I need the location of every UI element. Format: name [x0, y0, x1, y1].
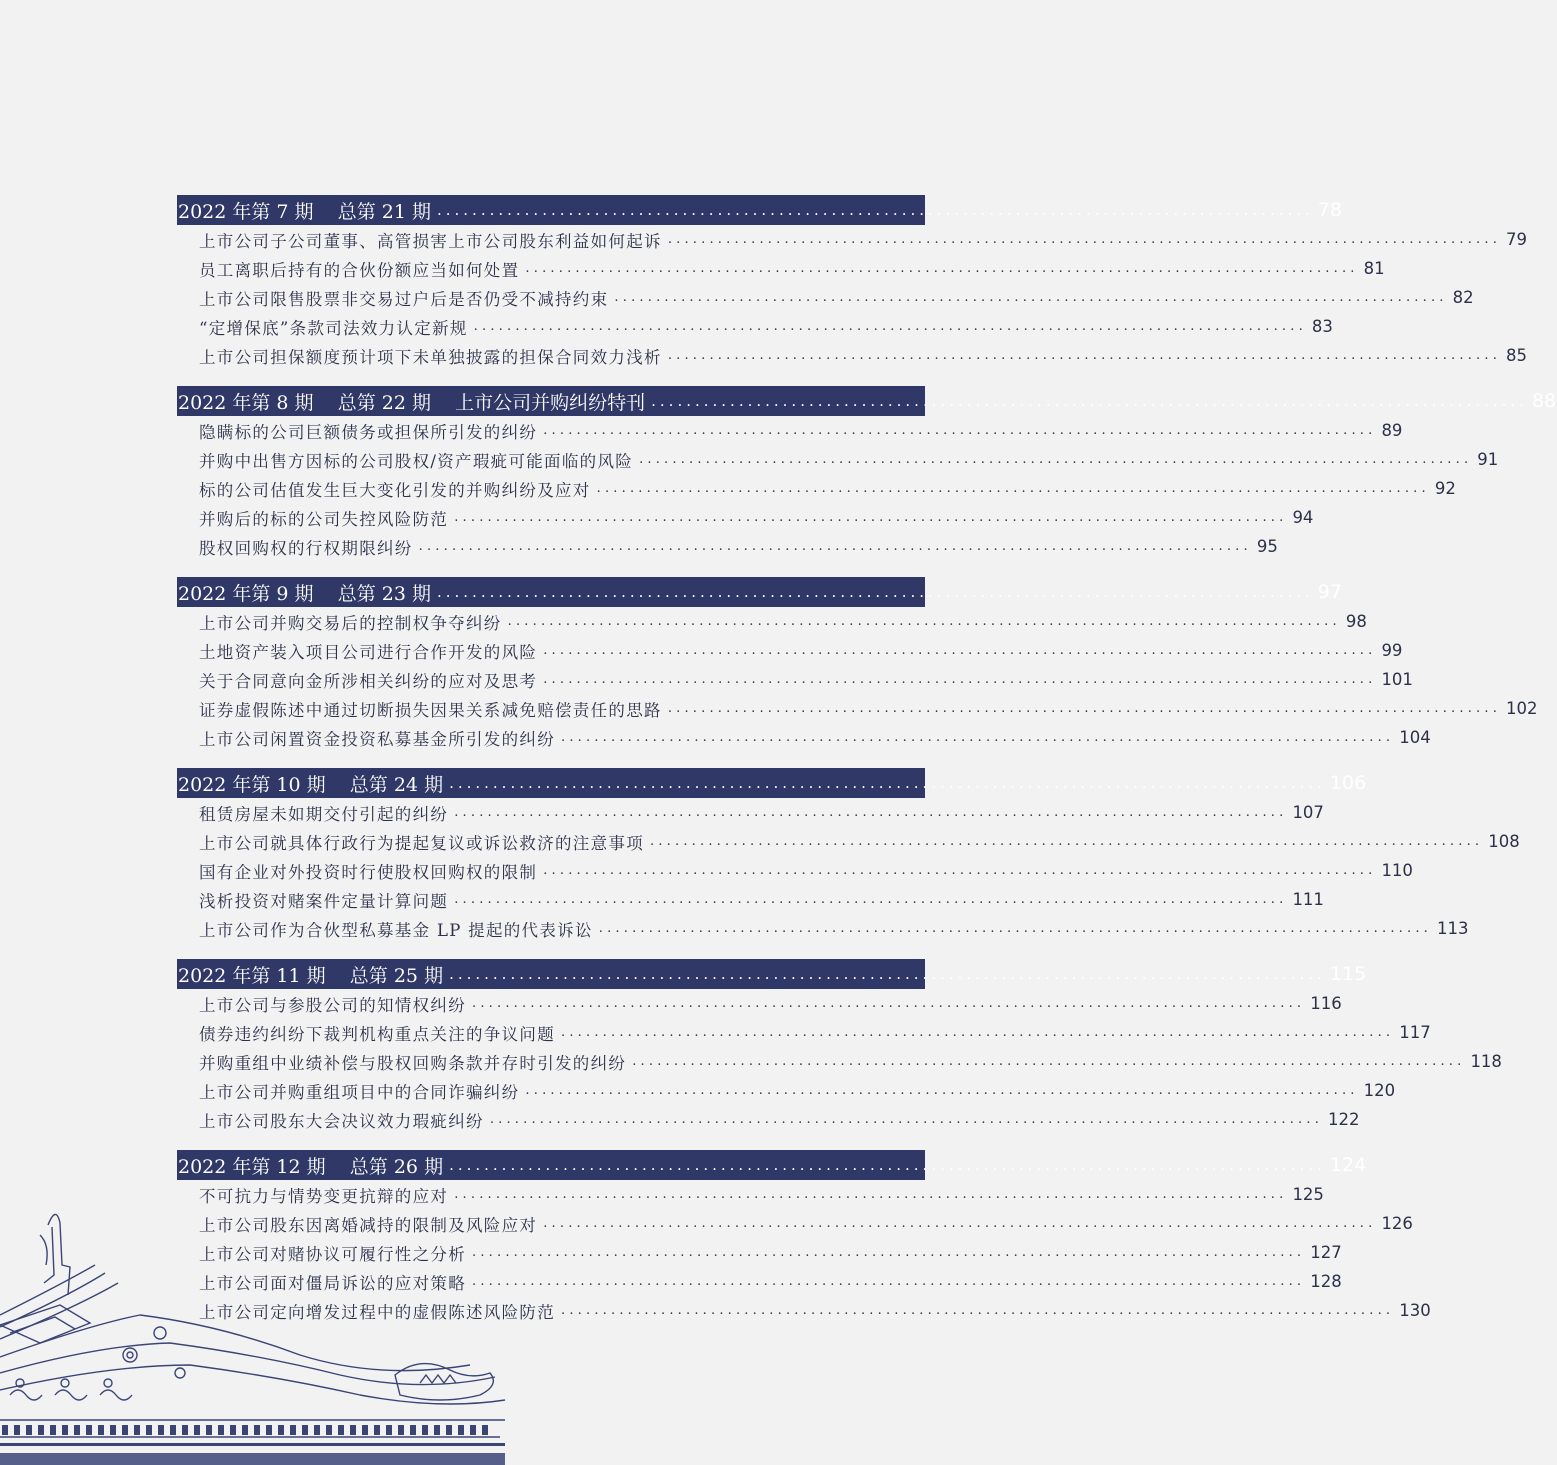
issue-heading: 2022 年第 11 期 总第 25 期 — [178, 964, 444, 987]
page-number: 78 — [1317, 199, 1342, 221]
toc-entry[interactable] — [177, 532, 1278, 561]
entry-title: 上市公司闲置资金投资私募基金所引发的纠纷 — [199, 729, 555, 749]
page-number: 79 — [1506, 230, 1528, 249]
dot-leader: .................................................................................................... — [543, 643, 1377, 658]
entry-title: 浅析投资对赌案件定量计算问题 — [199, 891, 449, 911]
issue-heading: 2022 年第 10 期 总第 24 期 — [178, 773, 444, 796]
page-number: 124 — [1329, 1154, 1367, 1176]
toc-entry[interactable] — [177, 914, 1469, 943]
toc-entry[interactable] — [177, 1047, 1502, 1076]
page-number: 122 — [1328, 1110, 1360, 1129]
toc-entry[interactable] — [177, 798, 1324, 827]
dot-leader: .................................................................................................... — [596, 481, 1430, 496]
toc-entry[interactable] — [177, 723, 1431, 752]
issue-header[interactable] — [177, 959, 1367, 989]
page-number: 94 — [1292, 508, 1314, 527]
page-number: 116 — [1310, 994, 1342, 1013]
entry-title: 上市公司子公司董事、高管损害上市公司股东利益如何起诉 — [199, 231, 662, 251]
issue-heading: 2022 年第 7 期 总第 21 期 — [178, 200, 431, 223]
entry-title: 证券虚假陈述中通过切断损失因果关系减免赔偿责任的思路 — [199, 700, 662, 720]
page-number: 89 — [1381, 421, 1403, 440]
page-number: 126 — [1381, 1214, 1413, 1233]
toc-entry[interactable] — [177, 1076, 1396, 1105]
dot-leader: .................................................................................................... — [472, 1274, 1306, 1289]
dot-leader: .................................................................................................... — [489, 1112, 1324, 1127]
entry-title: 上市公司面对僵局诉讼的应对策略 — [199, 1273, 466, 1293]
toc-entry[interactable] — [177, 885, 1324, 914]
page-number: 113 — [1436, 919, 1469, 938]
dot-leader: .................................................................................................... — [525, 1083, 1359, 1098]
toc-entry[interactable] — [177, 254, 1385, 283]
page-number: 125 — [1292, 1185, 1324, 1204]
dot-leader: .................................................................................................... — [667, 232, 1502, 247]
toc-entry[interactable] — [177, 694, 1538, 723]
toc-entry[interactable] — [177, 341, 1528, 370]
page-number: 128 — [1310, 1272, 1342, 1291]
entry-title: 上市公司对赌协议可履行性之分析 — [199, 1244, 466, 1264]
page-number: 110 — [1381, 861, 1413, 880]
entry-title: 上市公司定向增发过程中的虚假陈述风险防范 — [199, 1302, 555, 1322]
page-number: 98 — [1345, 612, 1367, 631]
dot-leader: .................................................................................................... — [507, 614, 1341, 629]
dot-leader: .................................................................................................... — [418, 539, 1252, 554]
page-number: 130 — [1399, 1301, 1431, 1320]
page-number: 83 — [1311, 317, 1333, 336]
toc-section — [177, 195, 1528, 370]
toc-section — [177, 768, 1520, 943]
dot-leader: .................................................................................................... — [454, 510, 1288, 525]
entry-title: 上市公司股东因离婚减持的限制及风险应对 — [199, 1215, 538, 1235]
dot-leader: .................................................................................................... — [543, 863, 1377, 878]
entry-title: 不可抗力与情势变更抗辩的应对 — [199, 1186, 449, 1206]
dot-leader: .................................................................................................... — [449, 965, 1326, 983]
dot-leader: .................................................................................................... — [639, 452, 1473, 467]
page-number: 82 — [1452, 288, 1474, 307]
entry-title: 租赁房屋未如期交付引起的纠纷 — [199, 804, 449, 824]
page-number: 101 — [1381, 670, 1413, 689]
page-number: 85 — [1506, 346, 1528, 365]
dot-leader: .................................................................................................... — [454, 892, 1288, 907]
dot-leader: .................................................................................................... — [436, 201, 1314, 219]
entry-title: 并购中出售方因标的公司股权/资产瑕疵可能面临的风险 — [199, 451, 634, 471]
toc-entry[interactable] — [177, 827, 1520, 856]
page-number: 106 — [1329, 772, 1367, 794]
table-of-contents — [177, 195, 1557, 1341]
dot-leader: .................................................................................................... — [632, 1054, 1466, 1069]
page-number: 120 — [1363, 1081, 1396, 1100]
issue-header[interactable] — [177, 768, 1367, 798]
page-number: 118 — [1470, 1052, 1502, 1071]
toc-entry[interactable] — [177, 416, 1403, 445]
page-number: 107 — [1292, 803, 1324, 822]
toc-entry[interactable] — [177, 607, 1367, 636]
page-number: 95 — [1256, 537, 1278, 556]
toc-entry[interactable] — [177, 312, 1333, 341]
dot-leader: .................................................................................................... — [667, 348, 1502, 363]
dot-leader: .................................................................................................... — [614, 290, 1448, 305]
entry-title: 关于合同意向金所涉相关纠纷的应对及思考 — [199, 671, 538, 691]
entry-title: 并购重组中业绩补偿与股权回购条款并存时引发的纠纷 — [199, 1053, 627, 1073]
page-number: 99 — [1381, 641, 1403, 660]
page-number: 108 — [1488, 832, 1520, 851]
page-number: 115 — [1329, 963, 1367, 985]
dot-leader: .................................................................................................... — [543, 423, 1377, 438]
toc-entry[interactable] — [177, 665, 1413, 694]
toc-entry[interactable] — [177, 445, 1499, 474]
issue-heading: 2022 年第 12 期 总第 26 期 — [178, 1155, 444, 1178]
entry-title: 上市公司作为合伙型私募基金 LP 提起的代表诉讼 — [199, 920, 593, 940]
page-number: 97 — [1317, 581, 1342, 603]
issue-header[interactable] — [177, 577, 1342, 607]
roof-eave-illustration — [0, 1205, 510, 1465]
dot-leader: .................................................................................................... — [543, 1216, 1377, 1231]
dot-leader: .................................................................................................... — [472, 996, 1306, 1011]
entry-title: 标的公司估值发生巨大变化引发的并购纠纷及应对 — [199, 480, 591, 500]
entry-title: 股权回购权的行权期限纠纷 — [199, 538, 413, 558]
entry-title: 上市公司并购交易后的控制权争夺纠纷 — [199, 613, 502, 633]
entry-title: 上市公司就具体行政行为提起复议或诉讼救济的注意事项 — [199, 833, 644, 853]
dot-leader: .................................................................................................... — [473, 319, 1307, 334]
entry-title: 并购后的标的公司失控风险防范 — [199, 509, 449, 529]
dot-leader: .................................................................................................... — [651, 392, 1528, 410]
entry-title: 国有企业对外投资时行使股权回购权的限制 — [199, 862, 538, 882]
toc-entry[interactable] — [177, 1105, 1360, 1134]
toc-entry[interactable] — [177, 636, 1403, 665]
entry-title: 上市公司与参股公司的知情权纠纷 — [199, 995, 466, 1015]
page-number: 111 — [1292, 890, 1324, 909]
toc-section — [177, 577, 1538, 752]
dot-leader: .................................................................................................... — [454, 805, 1288, 820]
toc-entry[interactable] — [177, 474, 1456, 503]
dot-leader: .................................................................................................... — [561, 1025, 1395, 1040]
page-number: 88 — [1531, 390, 1557, 412]
issue-header[interactable] — [177, 195, 1342, 225]
page-number: 102 — [1506, 699, 1538, 718]
entry-title: 债券违约纠纷下裁判机构重点关注的争议问题 — [199, 1024, 555, 1044]
entry-title: 上市公司股东大会决议效力瑕疵纠纷 — [199, 1111, 484, 1131]
toc-section — [177, 959, 1502, 1134]
page-number: 81 — [1363, 259, 1385, 278]
page-number: 117 — [1399, 1023, 1431, 1042]
entry-title: 土地资产装入项目公司进行合作开发的风险 — [199, 642, 538, 662]
entry-title: “定增保底”条款司法效力认定新规 — [199, 318, 468, 338]
toc-entry[interactable] — [177, 989, 1342, 1018]
toc-entry[interactable] — [177, 225, 1528, 254]
page-number: 91 — [1477, 450, 1499, 469]
dot-leader: .................................................................................................... — [543, 672, 1377, 687]
dot-leader: .................................................................................................... — [449, 1156, 1326, 1174]
dot-leader: .................................................................................................... — [561, 730, 1395, 745]
issue-heading: 2022 年第 9 期 总第 23 期 — [178, 582, 431, 605]
issue-header[interactable] — [177, 386, 1557, 416]
dot-leader: .................................................................................................... — [650, 834, 1484, 849]
entry-title: 上市公司担保额度预计项下未单独披露的担保合同效力浅析 — [199, 347, 662, 367]
toc-entry[interactable] — [177, 1018, 1431, 1047]
issue-heading: 2022 年第 8 期 总第 22 期 上市公司并购纠纷特刊 — [178, 391, 646, 414]
entry-title: 员工离职后持有的合伙份额应当如何处置 — [199, 260, 520, 280]
issue-header[interactable] — [177, 1150, 1367, 1180]
dot-leader: .................................................................................................... — [525, 261, 1359, 276]
dot-leader: .................................................................................................... — [449, 774, 1326, 792]
toc-section — [177, 386, 1557, 561]
dot-leader: .................................................................................................... — [598, 921, 1432, 936]
dot-leader: .................................................................................................... — [561, 1303, 1395, 1318]
toc-entry[interactable] — [177, 283, 1474, 312]
page-number: 92 — [1434, 479, 1456, 498]
dot-leader: .................................................................................................... — [472, 1245, 1306, 1260]
entry-title: 上市公司限售股票非交易过户后是否仍受不减持约束 — [199, 289, 609, 309]
toc-entry[interactable] — [177, 856, 1413, 885]
dot-leader: .................................................................................................... — [667, 701, 1502, 716]
page-number: 127 — [1310, 1243, 1342, 1262]
dot-leader: .................................................................................................... — [436, 583, 1314, 601]
dot-leader: .................................................................................................... — [454, 1187, 1288, 1202]
entry-title: 隐瞒标的公司巨额债务或担保所引发的纠纷 — [199, 422, 538, 442]
entry-title: 上市公司并购重组项目中的合同诈骗纠纷 — [199, 1082, 520, 1102]
page-number: 104 — [1399, 728, 1431, 747]
toc-entry[interactable] — [177, 503, 1314, 532]
